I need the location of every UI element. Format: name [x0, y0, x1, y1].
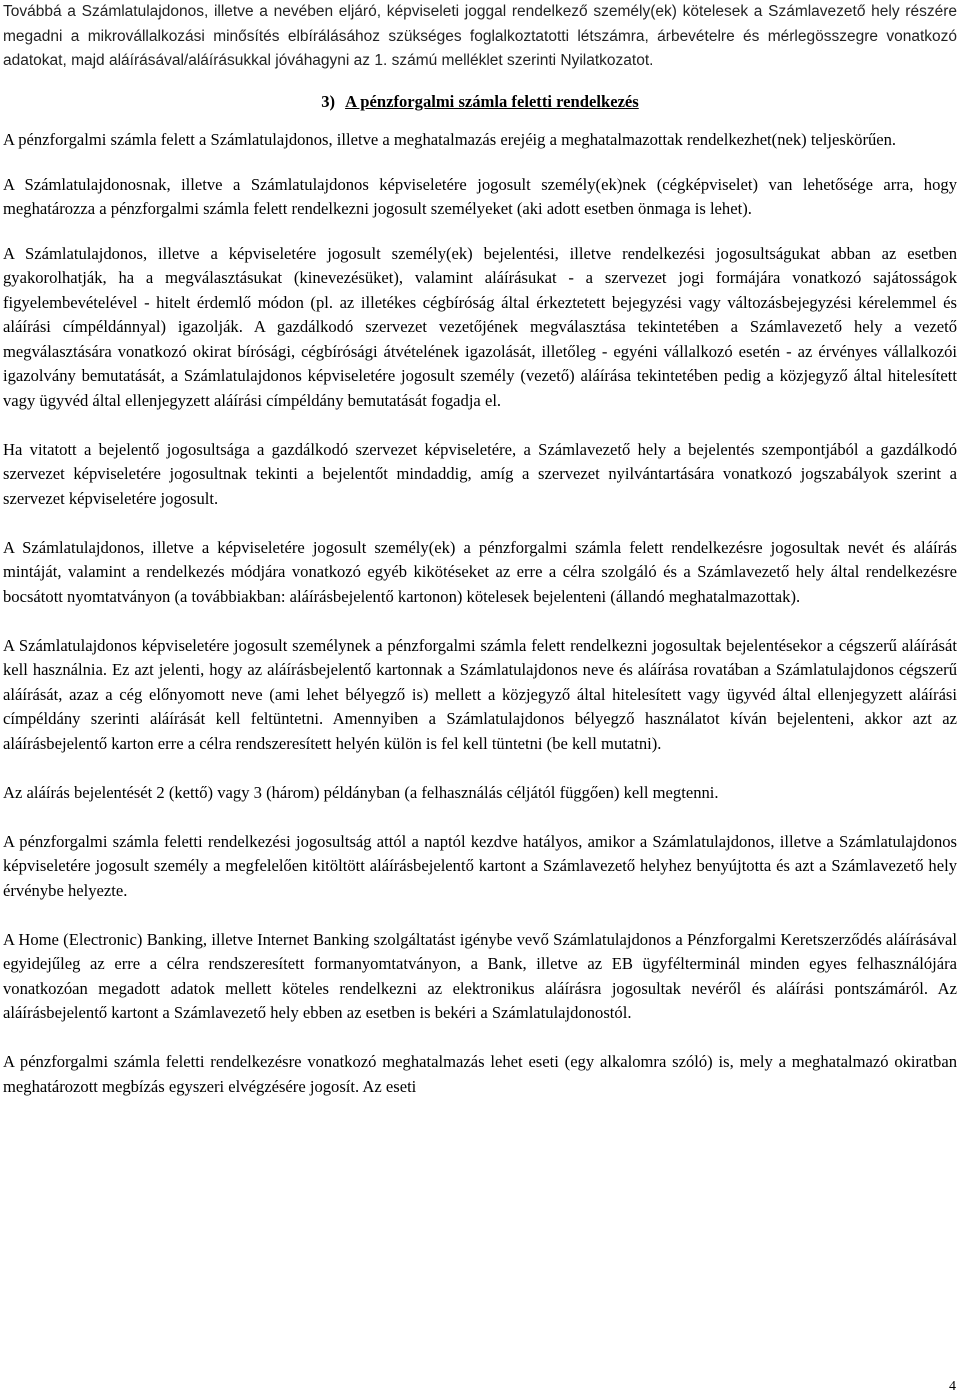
paragraph-1: A pénzforgalmi számla felett a Számlatulajdonos, illetve a meghatalmazás erejéig a meghatalmazottak rendelkezhet(nek) teljeskörűen.: [3, 130, 897, 149]
paragraph-2: A Számlatulajdonosnak, illetve a Számlatulajdonos képviseletére jogosult személy(ek)nek (cégképviselet) van lehetősége arra, hogy meghatározza a pénzforgalmi számla felett rendelkezni jogosult személyeket (aki adott esetben önmaga is lehet).: [3, 174, 957, 218]
intro-paragraph: Továbbá a Számlatulajdonos, illetve a nevében eljáró, képviseleti joggal rendelkező személy(ek) kötelesek a Számlavezető hely részére megadni a mikrovállalkozási minősítés elbírálásához szükséges foglalkoztatotti létszámra, árbevételre és mérlegösszegre vonatkozó adatokat, majd aláírásával/aláírásukkal jóváhagyni az 1. számú melléklet szerinti Nyilatkozatot.: [3, 3, 957, 69]
paragraph-3: A Számlatulajdonos, illetve a képviseletére jogosult személy(ek) bejelentési, illetve rendelkezési jogosultságukat abban az esetben gyakorolhatják, ha a megválasztásukat (kinevezésüket), valamint aláírásukat - a szervezet jogi formájára vonatkozó sajátosságok figyelembevételével - hitelt érdemlő módon (pl. az illetékes cégbíróság által érkeztetett bejegyzési vagy változásbejegyzési kérelemmel és aláírási címpéldánnyal) igazolják. A gazdálkodó szervezet vezetőjének megválasztása tekintetében a Számlavezető hely a vezető megválasztására vonatkozó okirat bírósági, cégbírósági átvételének igazolását, illetőleg - egyéni vállalkozó esetén - az érvényes vállalkozói igazolvány bemutatását, a Számlatulajdonos képviseletére jogosult személy (vezető) aláírása tekintetében pedig a közjegyző által hitelesített vagy ügyvéd által ellenjegyzett aláírási címpéldány bemutatását fogadja el.: [3, 243, 957, 410]
paragraph-9: A Home (Electronic) Banking, illetve Internet Banking szolgáltatást igénybe vevő Számlatulajdonos a Pénzforgalmi Keretszerződés aláírásával egyidejűleg az erre a célra rendszeresített formanyomtatványon, a Bank, illetve az EB ügyfélterminál minden egyes felhasználójára vonatkozóan megadott adatok mellett köteles rendelkezni az elektronikus aláírásra jogosultak nevéről és aláírási pontszámáról. Az aláírásbejelentő kartont a Számlavezető hely ebben az esetben is bekéri a Számlatulajdonostól.: [3, 929, 957, 1022]
section-title: A pénzforgalmi számla feletti rendelkezés: [345, 91, 639, 111]
paragraph-8: A pénzforgalmi számla feletti rendelkezési jogosultság attól a naptól kezdve hatályos, amikor a Számlatulajdonos, illetve a Számlatulajdonos képviseletére jogosult személy a megfelelően kitöltött aláírásbejelentő kartont a Számlavezető helyhez benyújtotta és azt a Számlavezető hely érvénybe helyezte.: [3, 831, 957, 900]
document-page: [3, 0, 957, 1099]
paragraph-5: A Számlatulajdonos, illetve a képviseletére jogosult személy(ek) a pénzforgalmi számla felett rendelkezésre jogosultak nevét és aláírás mintáját, valamint a rendelkezés módjára vonatkozó egyéb kikötéseket az erre a célra szolgáló és a Számlavezető hely által rendelkezésre bocsátott nyomtatványon (a továbbiakban: aláírásbejelentő kartonon) kötelesek bejelenteni (állandó meghatalmazottak).: [3, 537, 957, 606]
paragraph-10: A pénzforgalmi számla feletti rendelkezésre vonatkozó meghatalmazás lehet eseti (egy alkalomra szóló) is, mely a meghatalmazó okiratban meghatározott megbízás egyszeri elvégzésére jogosít. Az eseti: [3, 1052, 957, 1096]
paragraph-6: A Számlatulajdonos képviseletére jogosult személynek a pénzforgalmi számla felett rendelkezni jogosultak bejelentésekor a cégszerű aláírását kell használnia. Ez azt jelenti, hogy az aláírásbejelentő kartonnak a Számlatulajdonos neve és aláírása rovatában a Számlatulajdonos cégszerű aláírását, azaz a cég előnyomott neve (ami lehet bélyegző is) mellett a közjegyző által hitelesített vagy ügyvéd által ellenjegyzett aláírási címpéldány szerinti aláírását kell feltüntetni. Amennyiben a Számlatulajdonos bélyegző használatot kíván bejelenteni, akkor azt az aláírásbejelentő karton erre a célra rendszeresített helyén külön is fel kell tüntetni (be kell mutatni).: [3, 635, 957, 753]
section-number: 3): [321, 91, 336, 111]
page-number: 4: [949, 1379, 956, 1394]
section-heading: [3, 90, 957, 115]
paragraph-4: Ha vitatott a bejelentő jogosultsága a gazdálkodó szervezet képviseletére, a Számlavezető hely a bejelentés szempontjából a gazdálkodó szervezet képviseletére jogosultnak tekinti a bejelentőt mindaddig, amíg a szervezet nyilvántartására vonatkozó jogszabályok szerint a szervezet képviseletére jogosult.: [3, 439, 957, 508]
paragraph-7: Az aláírás bejelentését 2 (kettő) vagy 3 (három) példányban (a felhasználás céljától függően) kell megtenni.: [3, 782, 719, 802]
